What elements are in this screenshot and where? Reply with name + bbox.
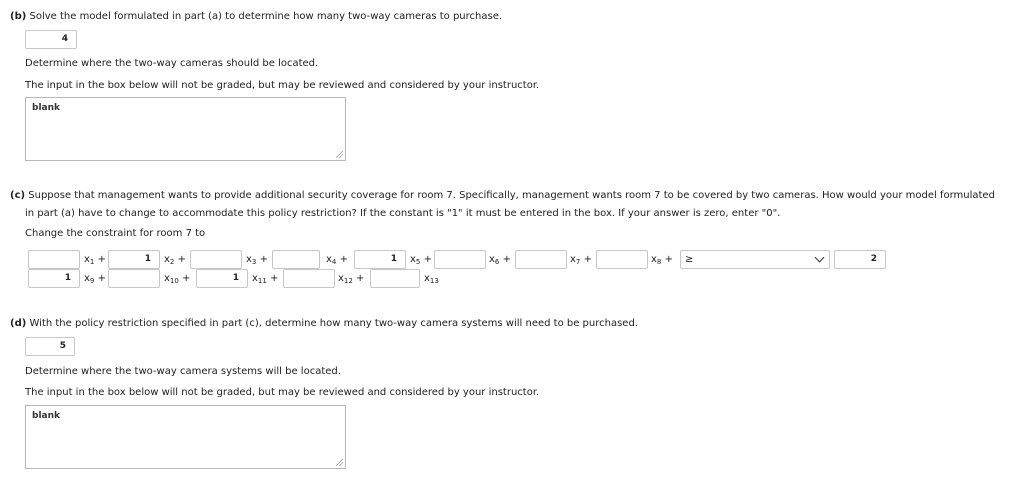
var-x10: $x_{10}$ + (164, 273, 191, 285)
part-d-label: (d) (10, 318, 27, 329)
var-x9: $x_9$ + (84, 273, 106, 285)
var-x6: $x_6$ + (489, 254, 511, 266)
var-x8: $x_8$ + (651, 254, 673, 266)
coef-x12-input[interactable] (283, 269, 335, 288)
coef-x6-input[interactable] (434, 250, 486, 269)
var-x1: $x_1$ + (84, 254, 106, 266)
part-b-location-textarea[interactable] (25, 97, 346, 161)
var-x4: $x_4$ + (326, 254, 348, 266)
part-c-instruction: Change the constraint for room 7 to (25, 228, 206, 239)
part-d-location-textarea[interactable] (25, 405, 346, 469)
part-b-answer-input[interactable]: 4 (25, 30, 77, 49)
var-x11: $x_{11}$ + (252, 273, 279, 285)
var-x12: $x_{12}$ + (338, 273, 365, 285)
part-c-question-line1 (10, 190, 995, 201)
var-x2: $x_2$ + (164, 254, 186, 266)
part-b-textarea-text: blank (32, 103, 60, 113)
coef-x8-input[interactable] (596, 250, 648, 269)
part-b-note: The input in the box below will not be graded, but may be reviewed and considered by your instructor. (25, 80, 540, 91)
relation-selected-value: ≥ (685, 254, 694, 265)
coef-x11-input[interactable]: 1 (196, 269, 248, 288)
part-d-question (10, 318, 638, 329)
var-x7: $x_7$ + (570, 254, 592, 266)
var-x13: $x_{13}$ (424, 273, 439, 285)
part-b-text: Solve the model formulated in part (a) to determine how many two-way cameras to purchase. (29, 11, 503, 22)
relation-select[interactable] (680, 250, 830, 269)
coef-x3-input[interactable] (190, 250, 242, 269)
coef-x10-input[interactable] (108, 269, 160, 288)
rhs-input[interactable]: 2 (834, 250, 886, 269)
part-d-text: With the policy restriction specified in part (c), determine how many two-way camera systems will need to be purchased. (29, 318, 638, 329)
part-d-answer-input[interactable]: 5 (25, 337, 75, 356)
var-x5: $x_5$ + (410, 254, 432, 266)
part-c-label: (c) (10, 190, 26, 201)
chevron-down-icon (815, 253, 825, 263)
var-x3: $x_3$ + (246, 254, 268, 266)
coef-x5-input[interactable]: 1 (354, 250, 406, 269)
part-d-textarea-text: blank (32, 411, 60, 421)
coef-x1-input[interactable] (28, 250, 80, 269)
part-b-locate-text: Determine where the two-way cameras should be located. (25, 58, 319, 69)
coef-x2-input[interactable]: 1 (108, 250, 160, 269)
part-c-text-1: Suppose that management wants to provide additional security coverage for room 7. Specifically, management wants room 7 to be covered by two cameras. How would your model formulated (28, 190, 995, 201)
coef-x9-input[interactable]: 1 (28, 269, 80, 288)
part-d-locate-text: Determine where the two-way camera systems will be located. (25, 366, 341, 377)
coef-x7-input[interactable] (515, 250, 567, 269)
resize-grip-icon[interactable] (336, 459, 343, 466)
resize-grip-icon[interactable] (336, 151, 343, 158)
part-d-note: The input in the box below will not be graded, but may be reviewed and considered by your instructor. (25, 387, 540, 398)
part-c-question-line2: in part (a) have to change to accommodate this policy restriction? If the constant is "1" it must be entered in the box. If your answer is zero, enter "0". (25, 208, 781, 219)
part-b-question (10, 11, 502, 22)
coef-x13-input[interactable] (370, 269, 420, 288)
part-b-label: (b) (10, 11, 27, 22)
coef-x4-input[interactable] (272, 250, 320, 269)
